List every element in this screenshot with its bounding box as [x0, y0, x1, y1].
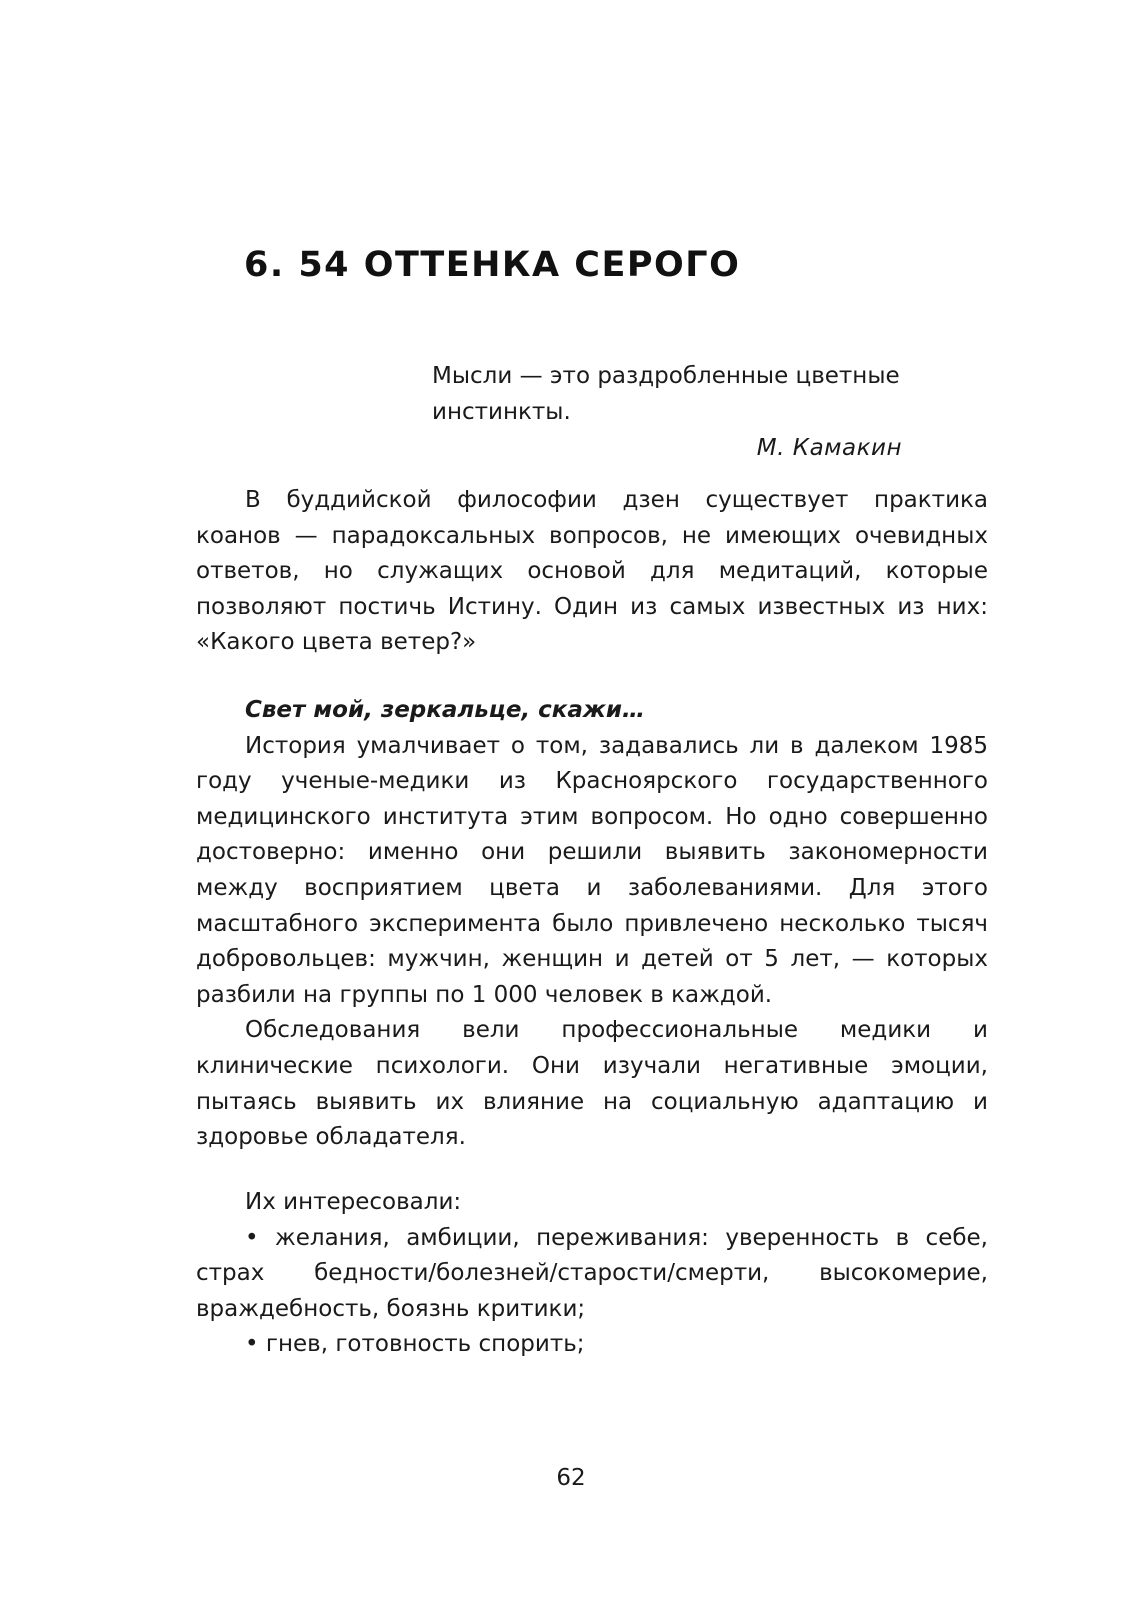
- interests-block: [196, 1185, 988, 1363]
- section-heading: Свет мой, зеркальце, скажи…: [245, 697, 645, 723]
- section-paragraph-1: История умалчивает о том, задавались ли в далеком 1985 году ученые-медики из Красноярского государственного медицинского института этим вопросом. Но одно совершенно достоверно: именно они решили выявить закономерности между восприятием цвета и заболеваниями. Для этого масштабного эксперимента было привлечено несколько тысяч добровольцев: мужчин, женщин и детей от 5 лет, — которых разбили на группы по 1 000 человек в каждой.: [196, 732, 988, 1008]
- intro-block: [196, 483, 988, 661]
- intro-paragraph: В буддийской философии дзен существует практика коанов — парадоксальных вопросов, не имеющих очевидных ответов, но служащих основой для медитаций, которые позволяют постичь Истину. Один из самых известных из них: «Какого цвета ветер?»: [196, 487, 988, 656]
- epigraph-text: Мысли — это раздробленные цветные инстинкты.: [432, 363, 900, 425]
- section-paragraph-2: Обследования вели профессиональные медики и клинические психологи. Они изучали негативные эмоции, пытаясь выявить их влияние на социальную адаптацию и здоровье обладателя.: [196, 1017, 988, 1151]
- chapter-title: 6. 54 ОТТЕНКА СЕРОГО: [244, 245, 741, 285]
- list-item: • желания, амбиции, переживания: уверенность в себе, страх бедности/болезней/старости/смерти, высокомерие, враждебность, боязнь критики;: [196, 1224, 988, 1322]
- section-block: [196, 693, 988, 1156]
- page-number: 62: [556, 1465, 586, 1491]
- epigraph-author: М. Камакин: [756, 435, 902, 461]
- epigraph: [432, 358, 902, 466]
- interests-lead: Их интересовали:: [245, 1189, 462, 1215]
- list-item: • гнев, готовность спорить;: [245, 1331, 585, 1358]
